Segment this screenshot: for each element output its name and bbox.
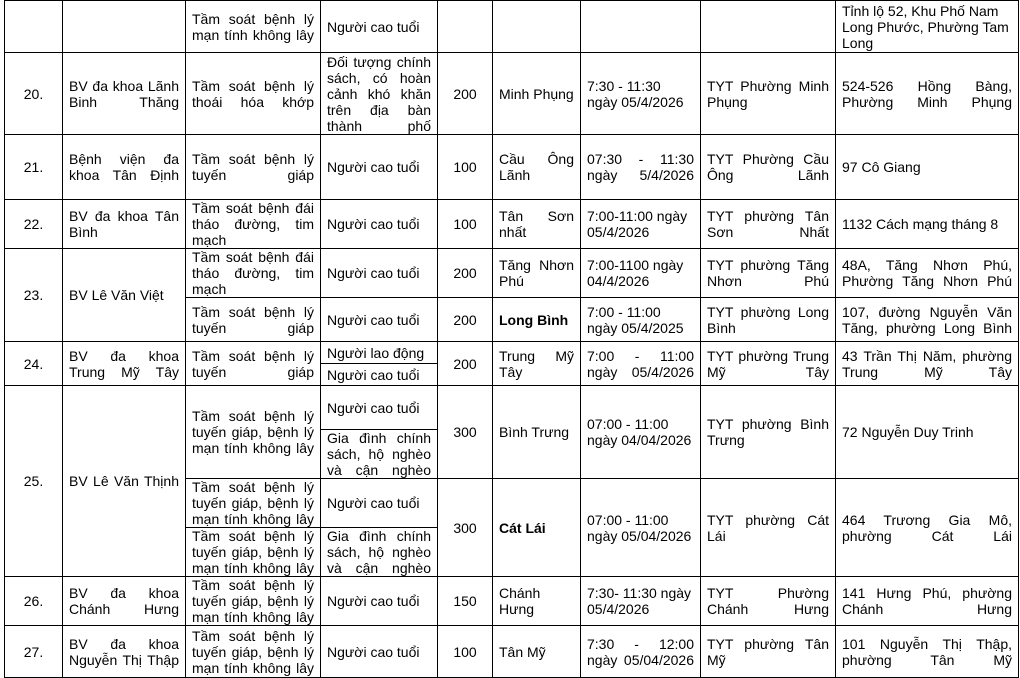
program-cell: Tầm soát bệnh lý tuyến giáp, bệnh lý mạn tính không lây xyxy=(186,479,321,528)
quantity-cell: 300 xyxy=(438,479,493,577)
time-cell: 7:00-11:00 ngày 05/4/2026 xyxy=(581,200,701,249)
time-cell: 7:30 - 12:00 ngày 05/04/2026 xyxy=(581,626,701,678)
hospital-cell: BV đa khoa Lãnh Binh Thăng xyxy=(63,53,186,135)
address-cell: Tỉnh lộ 52, Khu Phố Nam Long Phước, Phường Tam Long xyxy=(836,1,1019,53)
location-cell: TYT Phường Minh Phụng xyxy=(701,53,836,135)
target-group-cell: Người cao tuổi xyxy=(321,298,438,342)
quantity-cell: 150 xyxy=(438,577,493,626)
quantity-cell: 200 xyxy=(438,342,493,386)
stt-cell: 25. xyxy=(5,386,63,577)
ward-cell: Tăng Nhơn Phú xyxy=(493,249,581,298)
address-cell: 72 Nguyễn Duy Trinh xyxy=(836,386,1019,479)
time-cell: 07:00 - 11:00 ngày 05/04/2026 xyxy=(581,479,701,577)
hospital-cell: BV đa khoa Nguyễn Thị Thập xyxy=(63,626,186,678)
ward-cell: Cầu Ông Lãnh xyxy=(493,135,581,200)
program-cell: Tầm soát bệnh lý tuyến giáp, bệnh lý mạn tính không lây xyxy=(186,626,321,678)
target-group-cell: Người lao động xyxy=(321,342,438,364)
stt-cell: 27. xyxy=(5,626,63,678)
location-cell: TYT phường Bình Trưng xyxy=(701,386,836,479)
program-cell: Tầm soát bệnh lý tuyến giáp, bệnh lý mạn tính không lây xyxy=(186,528,321,577)
quantity-cell: 100 xyxy=(438,135,493,200)
location-cell: TYT phường Tân Mỹ xyxy=(701,626,836,678)
target-group-cell: Người cao tuổi xyxy=(321,249,438,298)
quantity-cell: 100 xyxy=(438,200,493,249)
time-cell: 7:00-1100 ngày 04/4/2026 xyxy=(581,249,701,298)
time-cell: 07:30 - 11:30 ngày 5/4/2026 xyxy=(581,135,701,200)
quantity-cell: 100 xyxy=(438,626,493,678)
time-cell: 7:30- 11:30 ngày 05/4/2026 xyxy=(581,577,701,626)
time-cell: 7:00 - 11:00 ngày 05/4/2026 xyxy=(581,342,701,386)
ward-cell: Long Bình xyxy=(493,298,581,342)
address-cell: 101 Nguyễn Thị Thập, phường Tân Mỹ xyxy=(836,626,1019,678)
stt-cell: 24. xyxy=(5,342,63,386)
program-cell: Tầm soát bệnh lý tuyến giáp, bệnh lý mạn tính không lây xyxy=(186,386,321,479)
quantity-cell xyxy=(438,1,493,53)
location-cell: TYT Phường Cầu Ông Lãnh xyxy=(701,135,836,200)
stt-cell: 20. xyxy=(5,53,63,135)
table-row xyxy=(5,249,1019,298)
table-row xyxy=(5,200,1019,249)
hospital-cell: BV đa khoa Chánh Hưng xyxy=(63,577,186,626)
target-group-cell: Người cao tuổi xyxy=(321,626,438,678)
location-cell: TYT phường Trung Mỹ Tây xyxy=(701,342,836,386)
hospital-cell: BV đa khoa Tân Bình xyxy=(63,200,186,249)
stt-cell: 21. xyxy=(5,135,63,200)
table-row xyxy=(5,53,1019,135)
quantity-cell: 200 xyxy=(438,249,493,298)
location-cell: TYT phường Long Bình xyxy=(701,298,836,342)
ward-cell: Bình Trưng xyxy=(493,386,581,479)
stt-cell: 23. xyxy=(5,249,63,342)
program-cell: Tầm soát bệnh lý tuyến giáp xyxy=(186,342,321,386)
table-row xyxy=(5,1,1019,53)
program-cell: Tầm soát bệnh đái tháo đường, tim mạch xyxy=(186,249,321,298)
address-cell: 43 Trần Thị Năm, phường Trung Mỹ Tây xyxy=(836,342,1019,386)
ward-cell: Tân Mỹ xyxy=(493,626,581,678)
program-cell: Tầm soát bệnh lý thoái hóa khớp xyxy=(186,53,321,135)
address-cell: 1132 Cách mạng tháng 8 xyxy=(836,200,1019,249)
time-cell: 07:00 - 11:00 ngày 04/04/2026 xyxy=(581,386,701,479)
quantity-cell: 200 xyxy=(438,298,493,342)
target-group-cell: Gia đình chính sách, hộ nghèo và cận nghèo xyxy=(321,430,438,479)
target-group-cell: Người cao tuổi xyxy=(321,577,438,626)
location-cell xyxy=(701,1,836,53)
address-cell: 107, đường Nguyễn Văn Tăng, phường Long Bình xyxy=(836,298,1019,342)
quantity-cell: 200 xyxy=(438,53,493,135)
stt-cell: 22. xyxy=(5,200,63,249)
quantity-cell: 300 xyxy=(438,386,493,479)
ward-cell xyxy=(493,1,581,53)
address-cell: 141 Hưng Phú, phường Chánh Hưng xyxy=(836,577,1019,626)
ward-cell: Minh Phụng xyxy=(493,53,581,135)
address-cell: 464 Trương Gia Mô, phường Cát Lái xyxy=(836,479,1019,577)
program-cell: Tầm soát bệnh lý tuyến giáp xyxy=(186,298,321,342)
table-row xyxy=(5,135,1019,200)
ward-cell: Tân Sơn nhất xyxy=(493,200,581,249)
target-group-cell: Người cao tuổi xyxy=(321,135,438,200)
target-group-cell: Người cao tuổi xyxy=(321,479,438,528)
program-cell: Tầm soát bệnh lý tuyến giáp xyxy=(186,135,321,200)
program-cell: Tầm soát bệnh lý mạn tính không lây xyxy=(186,1,321,53)
ward-cell: Trung Mỹ Tây xyxy=(493,342,581,386)
table-row xyxy=(5,577,1019,626)
table-row xyxy=(5,342,1019,364)
stt-cell: 26. xyxy=(5,577,63,626)
target-group-cell: Đối tượng chính sách, có hoàn cảnh khó khăn trên địa bàn thành phố xyxy=(321,53,438,135)
ward-cell: Chánh Hưng xyxy=(493,577,581,626)
hospital-cell: BV đa khoa Trung Mỹ Tây xyxy=(63,342,186,386)
target-group-cell: Gia đình chính sách, hộ nghèo và cận nghèo xyxy=(321,528,438,577)
target-group-cell: Người cao tuổi xyxy=(321,364,438,386)
location-cell: TYT Phường Chánh Hưng xyxy=(701,577,836,626)
ward-cell: Cát Lái xyxy=(493,479,581,577)
target-group-cell: Người cao tuổi xyxy=(321,1,438,53)
location-cell: TYT phường Tân Sơn Nhất xyxy=(701,200,836,249)
target-group-cell: Người cao tuổi xyxy=(321,386,438,430)
stt-cell xyxy=(5,1,63,53)
hospital-cell: BV Lê Văn Việt xyxy=(63,249,186,342)
hospital-cell: Bệnh viện đa khoa Tân Định xyxy=(63,135,186,200)
time-cell: 7:00 - 11:00 ngày 05/4/2025 xyxy=(581,298,701,342)
location-cell: TYT phường Cát Lái xyxy=(701,479,836,577)
target-group-cell: Người cao tuổi xyxy=(321,200,438,249)
address-cell: 48A, Tăng Nhơn Phú, Phường Tăng Nhơn Phú xyxy=(836,249,1019,298)
address-cell: 97 Cô Giang xyxy=(836,135,1019,200)
hospital-cell: BV Lê Văn Thịnh xyxy=(63,386,186,577)
program-cell: Tầm soát bệnh lý tuyến giáp, bệnh lý mạn tính không lây xyxy=(186,577,321,626)
table-row xyxy=(5,626,1019,678)
time-cell: 7:30 - 11:30 ngày 05/4/2026 xyxy=(581,53,701,135)
hospital-cell xyxy=(63,1,186,53)
schedule-table xyxy=(4,0,1019,678)
time-cell xyxy=(581,1,701,53)
table-row xyxy=(5,386,1019,430)
program-cell: Tầm soát bệnh đái tháo đường, tim mạch xyxy=(186,200,321,249)
address-cell: 524-526 Hồng Bàng, Phường Minh Phụng xyxy=(836,53,1019,135)
location-cell: TYT phường Tăng Nhơn Phú xyxy=(701,249,836,298)
